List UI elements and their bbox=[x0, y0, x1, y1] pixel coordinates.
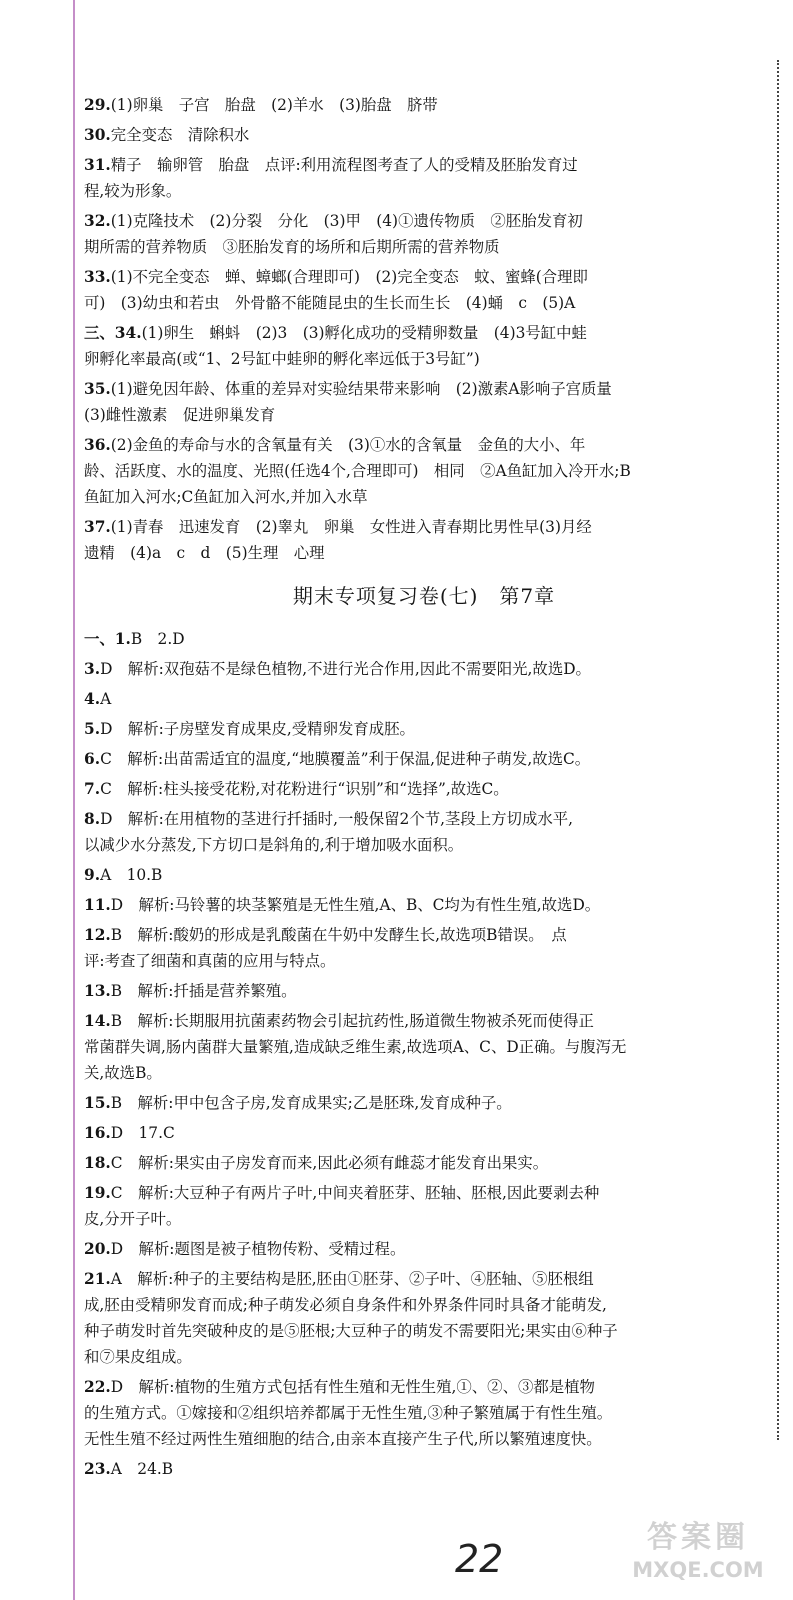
answer-item bbox=[84, 922, 764, 974]
answer-text: 以减少水分蒸发,下方切口是斜角的,利于增加吸水面积。 bbox=[84, 836, 464, 854]
question-number: 22. bbox=[84, 1378, 111, 1396]
answer-item bbox=[84, 92, 764, 118]
answer-line bbox=[84, 978, 764, 1004]
question-number: 3. bbox=[84, 660, 101, 678]
answer-text: 成,胚由受精卵发育而成;种子萌发必须自身条件和外界条件同时具备才能萌发, bbox=[84, 1296, 607, 1314]
answer-text: B 2.D bbox=[130, 630, 185, 648]
answer-item bbox=[84, 1180, 764, 1232]
answer-text: 遗精 (4)a c d (5)生理 心理 bbox=[84, 544, 325, 562]
answer-line bbox=[84, 1400, 764, 1426]
page-number: 22 bbox=[455, 1537, 504, 1581]
answer-line bbox=[84, 514, 764, 540]
question-number: 32. bbox=[84, 212, 111, 230]
question-number: 35. bbox=[84, 380, 111, 398]
answer-line bbox=[84, 776, 764, 802]
question-number: 8. bbox=[84, 810, 101, 828]
answer-text: D 解析:马铃薯的块茎繁殖是无性生殖,A、B、C均为有性生殖,故选D。 bbox=[110, 896, 601, 914]
answer-text: (1)避免因年龄、体重的差异对实验结果带来影响 (2)激素A影响子宫质量 bbox=[110, 380, 612, 398]
answer-line bbox=[84, 948, 764, 974]
answer-line bbox=[84, 402, 764, 428]
answer-line bbox=[84, 264, 764, 290]
question-number: 7. bbox=[84, 780, 101, 798]
question-number: 36. bbox=[84, 436, 111, 454]
answer-item bbox=[84, 1120, 764, 1146]
question-number: 21. bbox=[84, 1270, 111, 1288]
watermark-title: 答案圈 bbox=[647, 1520, 749, 1555]
answer-line bbox=[84, 686, 764, 712]
question-number: 一、1. bbox=[84, 630, 131, 648]
answer-text: 评:考查了细菌和真菌的应用与特点。 bbox=[84, 952, 336, 970]
answer-line bbox=[84, 1206, 764, 1232]
answer-line bbox=[84, 746, 764, 772]
answer-text: D 解析:植物的生殖方式包括有性生殖和无性生殖,①、②、③都是植物 bbox=[110, 1378, 595, 1396]
answer-item bbox=[84, 514, 764, 566]
answer-item bbox=[84, 862, 764, 888]
answer-text: B 解析:酸奶的形成是乳酸菌在牛奶中发酵生长,故选项B错误。 点 bbox=[110, 926, 567, 944]
question-number: 14. bbox=[84, 1012, 111, 1030]
question-number: 31. bbox=[84, 156, 111, 174]
answer-item bbox=[84, 806, 764, 858]
answer-text: (1)不完全变态 蝉、蟑螂(合理即可) (2)完全变态 蚊、蜜蜂(合理即 bbox=[110, 268, 588, 286]
answer-line bbox=[84, 806, 764, 832]
answer-text: B 解析:长期服用抗菌素药物会引起抗药性,肠道微生物被杀死而使得正 bbox=[110, 1012, 594, 1030]
question-number: 20. bbox=[84, 1240, 111, 1258]
answer-text: A 解析:种子的主要结构是胚,胚由①胚芽、②子叶、④胚轴、⑤胚根组 bbox=[110, 1270, 594, 1288]
answer-item bbox=[84, 1090, 764, 1116]
answer-line bbox=[84, 1060, 764, 1086]
answer-line bbox=[84, 320, 764, 346]
answer-line bbox=[84, 290, 764, 316]
answer-line bbox=[84, 92, 764, 118]
answer-line bbox=[84, 122, 764, 148]
answer-item bbox=[84, 1456, 764, 1482]
answer-text: A bbox=[100, 690, 112, 708]
answer-line bbox=[84, 152, 764, 178]
answer-item bbox=[84, 1008, 764, 1086]
answer-line bbox=[84, 1426, 764, 1452]
answer-text: D 17.C bbox=[110, 1124, 175, 1142]
answer-line bbox=[84, 208, 764, 234]
answer-line bbox=[84, 1034, 764, 1060]
answer-line bbox=[84, 1374, 764, 1400]
answer-text: (1)卵巢 子宫 胎盘 (2)羊水 (3)胎盘 脐带 bbox=[110, 96, 438, 114]
question-number: 30. bbox=[84, 126, 111, 144]
answer-item bbox=[84, 656, 764, 682]
answer-item bbox=[84, 122, 764, 148]
watermark-logo bbox=[608, 1512, 788, 1592]
answer-item bbox=[84, 264, 764, 316]
answer-line bbox=[84, 716, 764, 742]
answer-content bbox=[84, 92, 764, 1486]
answer-line bbox=[84, 626, 764, 652]
answer-line bbox=[84, 1236, 764, 1262]
answers-section-7 bbox=[84, 626, 764, 1482]
answer-text: C 解析:柱头接受花粉,对花粉进行“识别”和“选择”,故选C。 bbox=[100, 780, 509, 798]
answer-line bbox=[84, 178, 764, 204]
question-number: 19. bbox=[84, 1184, 111, 1202]
answer-line bbox=[84, 376, 764, 402]
answer-item bbox=[84, 978, 764, 1004]
answer-line bbox=[84, 1456, 764, 1482]
answer-text: C 解析:大豆种子有两片子叶,中间夹着胚芽、胚轴、胚根,因此要剥去种 bbox=[110, 1184, 600, 1202]
answer-line bbox=[84, 1180, 764, 1206]
answer-line bbox=[84, 484, 764, 510]
answers-section-6 bbox=[84, 92, 764, 566]
question-number: 16. bbox=[84, 1124, 111, 1142]
answer-text: 鱼缸加入河水;C鱼缸加入河水,并加入水草 bbox=[84, 488, 368, 506]
answer-text: B 解析:甲中包含子房,发育成果实;乙是胚珠,发育成种子。 bbox=[110, 1094, 512, 1112]
answer-line bbox=[84, 540, 764, 566]
answer-item bbox=[84, 626, 764, 652]
question-number: 15. bbox=[84, 1094, 111, 1112]
question-number: 4. bbox=[84, 690, 101, 708]
answer-text: (2)金鱼的寿命与水的含氧量有关 (3)①水的含氧量 金鱼的大小、年 bbox=[110, 436, 586, 454]
answer-item bbox=[84, 746, 764, 772]
answer-line bbox=[84, 1120, 764, 1146]
answer-line bbox=[84, 1008, 764, 1034]
answer-text: 皮,分开子叶。 bbox=[84, 1210, 182, 1228]
answer-text: 期所需的营养物质 ③胚胎发育的场所和后期所需的营养物质 bbox=[84, 238, 500, 256]
answer-text: (1)克隆技术 (2)分裂 分化 (3)甲 (4)①遗传物质 ②胚胎发育初 bbox=[110, 212, 583, 230]
answer-line bbox=[84, 1318, 764, 1344]
answer-line bbox=[84, 1344, 764, 1370]
question-number: 37. bbox=[84, 518, 111, 536]
answer-text: D 解析:子房壁发育成果皮,受精卵发育成胚。 bbox=[100, 720, 415, 738]
question-number: 23. bbox=[84, 1460, 111, 1478]
answer-text: C 解析:果实由子房发育而来,因此必须有雌蕊才能发育出果实。 bbox=[110, 1154, 549, 1172]
answer-text: A 10.B bbox=[100, 866, 163, 884]
answer-text: 程,较为形象。 bbox=[84, 182, 182, 200]
answer-line bbox=[84, 458, 764, 484]
question-number: 12. bbox=[84, 926, 111, 944]
answer-item bbox=[84, 1266, 764, 1370]
answer-line bbox=[84, 892, 764, 918]
answer-item bbox=[84, 1374, 764, 1452]
answer-item bbox=[84, 716, 764, 742]
answer-item bbox=[84, 432, 764, 510]
answer-text: B 解析:扦插是营养繁殖。 bbox=[110, 982, 297, 1000]
answer-text: 龄、活跃度、水的温度、光照(任选4个,合理即可) 相同 ②A鱼缸加入冷开水;B bbox=[84, 462, 631, 480]
answer-item bbox=[84, 320, 764, 372]
answer-text: D 解析:双孢菇不是绿色植物,不进行光合作用,因此不需要阳光,故选D。 bbox=[100, 660, 591, 678]
answer-text: 的生殖方式。①嫁接和②组织培养都属于无性生殖,③种子繁殖属于有性生殖。 bbox=[84, 1404, 613, 1422]
answer-item bbox=[84, 686, 764, 712]
question-number: 33. bbox=[84, 268, 111, 286]
answer-line bbox=[84, 656, 764, 682]
answer-text: 完全变态 清除积水 bbox=[110, 126, 250, 144]
watermark-url: MXQE.COM bbox=[632, 1558, 764, 1582]
answer-item bbox=[84, 152, 764, 204]
answer-line bbox=[84, 1266, 764, 1292]
answer-line bbox=[84, 234, 764, 260]
answer-line bbox=[84, 862, 764, 888]
answer-text: D 解析:题图是被子植物传粉、受精过程。 bbox=[110, 1240, 406, 1258]
answer-text: 关,故选B。 bbox=[84, 1064, 162, 1082]
question-number: 29. bbox=[84, 96, 111, 114]
answer-text: 可) (3)幼虫和若虫 外骨骼不能随昆虫的生长而生长 (4)蛹 c (5)A bbox=[84, 294, 576, 312]
answer-item bbox=[84, 1150, 764, 1176]
answer-text: (1)卵生 蝌蚪 (2)3 (3)孵化成功的受精卵数量 (4)3号缸中蛙 bbox=[141, 324, 587, 342]
question-number: 18. bbox=[84, 1154, 111, 1172]
answer-text: C 解析:出苗需适宜的温度,“地膜覆盖”利于保温,促进种子萌发,故选C。 bbox=[100, 750, 591, 768]
answer-item bbox=[84, 1236, 764, 1262]
answer-line bbox=[84, 346, 764, 372]
chapter-title: 期末专项复习卷(七) 第7章 bbox=[292, 584, 556, 608]
answer-text: 无性生殖不经过两性生殖细胞的结合,由亲本直接产生子代,所以繁殖速度快。 bbox=[84, 1430, 602, 1448]
question-number: 5. bbox=[84, 720, 101, 738]
answer-line bbox=[84, 832, 764, 858]
question-number: 9. bbox=[84, 866, 101, 884]
answer-text: 常菌群失调,肠内菌群大量繁殖,造成缺乏维生素,故选项A、C、D正确。与腹泻无 bbox=[84, 1038, 627, 1056]
question-number: 13. bbox=[84, 982, 111, 1000]
answer-text: 种子萌发时首先突破种皮的是⑤胚根;大豆种子的萌发不需要阳光;果实由⑥种子 bbox=[84, 1322, 618, 1340]
answer-line bbox=[84, 432, 764, 458]
answer-text: 精子 输卵管 胎盘 点评:利用流程图考查了人的受精及胚胎发育过 bbox=[110, 156, 578, 174]
answer-line bbox=[84, 922, 764, 948]
question-number: 11. bbox=[84, 896, 111, 914]
answer-text: D 解析:在用植物的茎进行扦插时,一般保留2个节,茎段上方切成水平, bbox=[100, 810, 574, 828]
question-number: 6. bbox=[84, 750, 101, 768]
answer-text: 和⑦果皮组成。 bbox=[84, 1348, 192, 1366]
binding-margin-line bbox=[73, 0, 75, 1600]
answer-text: A 24.B bbox=[110, 1460, 174, 1478]
answer-text: 卵孵化率最高(或“1、2号缸中蛙卵的孵化率远低于3号缸”) bbox=[84, 350, 480, 368]
dotted-cut-line bbox=[777, 60, 779, 1440]
answer-line bbox=[84, 1292, 764, 1318]
answer-item bbox=[84, 776, 764, 802]
answer-text: (1)青春 迅速发育 (2)睾丸 卵巢 女性进入青春期比男性早(3)月经 bbox=[110, 518, 592, 536]
answer-line bbox=[84, 1150, 764, 1176]
answer-item bbox=[84, 892, 764, 918]
answer-item bbox=[84, 376, 764, 428]
answer-line bbox=[84, 1090, 764, 1116]
answer-item bbox=[84, 208, 764, 260]
question-number: 三、34. bbox=[84, 324, 142, 342]
answer-text: (3)雌性激素 促进卵巢发育 bbox=[84, 406, 276, 424]
